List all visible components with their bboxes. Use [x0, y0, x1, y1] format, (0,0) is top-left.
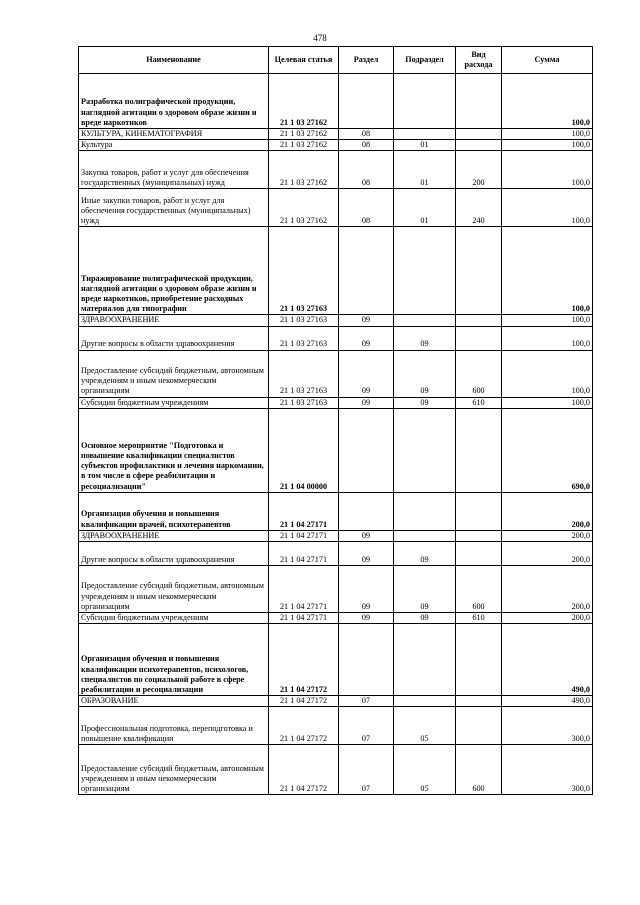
cell-target: 21 1 04 27171 — [269, 542, 339, 566]
table-row — [79, 397, 593, 408]
cell-amount: 200,0 — [502, 530, 593, 541]
cell-expense-type: 200 — [456, 151, 502, 189]
cell-target: 21 1 03 27163 — [269, 350, 339, 397]
cell-amount: 100,0 — [502, 74, 593, 129]
cell-amount: 200,0 — [502, 613, 593, 624]
cell-name: ЗДРАВООХРАНЕНИЕ — [79, 315, 269, 326]
cell-section: 09 — [339, 542, 394, 566]
table-row — [79, 350, 593, 397]
cell-subsection: 09 — [394, 326, 456, 350]
table-row — [79, 566, 593, 613]
cell-target: 21 1 04 00000 — [269, 408, 339, 492]
cell-subsection: 01 — [394, 189, 456, 227]
cell-name: Организация обучения и повышения квалификации врачей, психотерапевтов — [79, 492, 269, 530]
cell-subsection: 09 — [394, 566, 456, 613]
cell-expense-type: 610 — [456, 397, 502, 408]
table-row — [79, 530, 593, 541]
cell-target: 21 1 04 27172 — [269, 696, 339, 707]
cell-section: 07 — [339, 696, 394, 707]
cell-target: 21 1 04 27171 — [269, 566, 339, 613]
cell-expense-type — [456, 326, 502, 350]
cell-section: 09 — [339, 350, 394, 397]
cell-target: 21 1 03 27162 — [269, 129, 339, 140]
table-row — [79, 408, 593, 492]
cell-subsection — [394, 530, 456, 541]
cell-section: 09 — [339, 613, 394, 624]
cell-section: 09 — [339, 315, 394, 326]
cell-expense-type: 240 — [456, 189, 502, 227]
cell-section — [339, 227, 394, 315]
table-row — [79, 624, 593, 696]
cell-target: 21 1 04 27172 — [269, 707, 339, 745]
cell-section: 08 — [339, 140, 394, 151]
cell-expense-type — [456, 707, 502, 745]
cell-amount: 490,0 — [502, 696, 593, 707]
cell-target: 21 1 04 27171 — [269, 613, 339, 624]
cell-expense-type — [456, 624, 502, 696]
cell-section — [339, 624, 394, 696]
cell-name: Основное мероприятие "Подготовка и повышение квалификации специалистов субъектов профилактики и лечения наркомании, в том числе в сфере реабилитации и ресоциализации" — [79, 408, 269, 492]
cell-subsection — [394, 624, 456, 696]
cell-subsection — [394, 74, 456, 129]
cell-name: Другие вопросы в области здравоохранения — [79, 542, 269, 566]
header-expense-type: Вид расхода — [456, 47, 502, 74]
header-subsection: Подраздел — [394, 47, 456, 74]
header-target: Целевая статья — [269, 47, 339, 74]
cell-expense-type: 610 — [456, 613, 502, 624]
cell-target: 21 1 04 27172 — [269, 624, 339, 696]
cell-target: 21 1 03 27162 — [269, 140, 339, 151]
cell-name: Профессиональная подготовка, переподготовка и повышение квалификации — [79, 707, 269, 745]
table-row — [79, 74, 593, 129]
cell-subsection: 05 — [394, 745, 456, 795]
cell-name: Предоставление субсидий бюджетным, автономным учреждениям и иным некоммерческим организациям — [79, 745, 269, 795]
cell-expense-type — [456, 227, 502, 315]
cell-section: 08 — [339, 189, 394, 227]
cell-amount: 200,0 — [502, 542, 593, 566]
cell-amount: 100,0 — [502, 189, 593, 227]
page-number: 478 — [313, 33, 327, 43]
header-section: Раздел — [339, 47, 394, 74]
cell-subsection: 09 — [394, 542, 456, 566]
cell-amount: 300,0 — [502, 707, 593, 745]
cell-name: ЗДРАВООХРАНЕНИЕ — [79, 530, 269, 541]
cell-target: 21 1 03 27163 — [269, 326, 339, 350]
table-row — [79, 151, 593, 189]
cell-expense-type — [456, 315, 502, 326]
cell-name: Иные закупки товаров, работ и услуг для обеспечения государственных (муниципальных) нужд — [79, 189, 269, 227]
table-row — [79, 707, 593, 745]
cell-expense-type — [456, 696, 502, 707]
cell-section: 08 — [339, 129, 394, 140]
cell-subsection — [394, 227, 456, 315]
table-row — [79, 140, 593, 151]
cell-subsection — [394, 315, 456, 326]
cell-name: Культура — [79, 140, 269, 151]
cell-amount: 100,0 — [502, 227, 593, 315]
cell-target: 21 1 04 27171 — [269, 530, 339, 541]
cell-section: 07 — [339, 707, 394, 745]
cell-expense-type: 600 — [456, 745, 502, 795]
cell-amount: 100,0 — [502, 151, 593, 189]
cell-expense-type — [456, 530, 502, 541]
cell-subsection — [394, 696, 456, 707]
cell-name: КУЛЬТУРА, КИНЕМАТОГРАФИЯ — [79, 129, 269, 140]
cell-section: 09 — [339, 326, 394, 350]
cell-name: Закупка товаров, работ и услуг для обеспечения государственных (муниципальных) нужд — [79, 151, 269, 189]
cell-target: 21 1 03 27162 — [269, 74, 339, 129]
cell-amount: 100,0 — [502, 315, 593, 326]
cell-amount: 100,0 — [502, 350, 593, 397]
cell-subsection — [394, 129, 456, 140]
table-body — [79, 74, 593, 795]
cell-expense-type — [456, 492, 502, 530]
cell-amount: 690,0 — [502, 408, 593, 492]
cell-section — [339, 74, 394, 129]
cell-name: Предоставление субсидий бюджетным, автономным учреждениям и иным некоммерческим организациям — [79, 566, 269, 613]
cell-amount: 100,0 — [502, 326, 593, 350]
cell-name: Организация обучения и повышения квалификации психотерапевтов, психологов, специалистов по социальной работе в сфере реабилитации и ресоциализации — [79, 624, 269, 696]
table-row — [79, 189, 593, 227]
cell-amount: 490,0 — [502, 624, 593, 696]
header-amount: Сумма — [502, 47, 593, 74]
cell-section: 07 — [339, 745, 394, 795]
table-row — [79, 542, 593, 566]
cell-amount: 200,0 — [502, 492, 593, 530]
cell-section: 08 — [339, 151, 394, 189]
cell-target: 21 1 04 27172 — [269, 745, 339, 795]
table-row — [79, 129, 593, 140]
cell-name: Субсидии бюджетным учреждениям — [79, 397, 269, 408]
table-row — [79, 745, 593, 795]
cell-subsection: 01 — [394, 140, 456, 151]
cell-section — [339, 408, 394, 492]
cell-expense-type: 600 — [456, 350, 502, 397]
table-row — [79, 492, 593, 530]
cell-expense-type: 600 — [456, 566, 502, 613]
cell-expense-type — [456, 140, 502, 151]
table-row — [79, 227, 593, 315]
table-header-row — [79, 47, 593, 74]
cell-amount: 100,0 — [502, 129, 593, 140]
cell-name: Субсидии бюджетным учреждениям — [79, 613, 269, 624]
cell-subsection: 05 — [394, 707, 456, 745]
cell-amount: 300,0 — [502, 745, 593, 795]
cell-target: 21 1 03 27163 — [269, 227, 339, 315]
cell-section: 09 — [339, 397, 394, 408]
cell-target: 21 1 03 27163 — [269, 397, 339, 408]
cell-subsection: 09 — [394, 397, 456, 408]
budget-table — [78, 46, 593, 795]
header-name: Наименование — [79, 47, 269, 74]
cell-section — [339, 492, 394, 530]
cell-expense-type — [456, 129, 502, 140]
table-row — [79, 315, 593, 326]
cell-expense-type — [456, 542, 502, 566]
cell-name: Тиражирование полиграфической продукции, наглядной агитации о здоровом образе жизни и вреде наркотиков, приобретение расходных материалов для типографии — [79, 227, 269, 315]
cell-name: ОБРАЗОВАНИЕ — [79, 696, 269, 707]
cell-amount: 100,0 — [502, 140, 593, 151]
table-row — [79, 326, 593, 350]
cell-amount: 100,0 — [502, 397, 593, 408]
cell-target: 21 1 04 27171 — [269, 492, 339, 530]
cell-subsection — [394, 492, 456, 530]
cell-subsection: 01 — [394, 151, 456, 189]
cell-name: Разработка полиграфической продукции, наглядной агитации о здоровом образе жизни и вреде наркотиков — [79, 74, 269, 129]
cell-expense-type — [456, 408, 502, 492]
cell-expense-type — [456, 74, 502, 129]
cell-amount: 200,0 — [502, 566, 593, 613]
cell-target: 21 1 03 27163 — [269, 315, 339, 326]
cell-subsection — [394, 408, 456, 492]
cell-name: Предоставление субсидий бюджетным, автономным учреждениям и иным некоммерческим организациям — [79, 350, 269, 397]
cell-target: 21 1 03 27162 — [269, 189, 339, 227]
cell-target: 21 1 03 27162 — [269, 151, 339, 189]
table-row — [79, 613, 593, 624]
cell-section: 09 — [339, 530, 394, 541]
cell-subsection: 09 — [394, 350, 456, 397]
table-row — [79, 696, 593, 707]
cell-name: Другие вопросы в области здравоохранения — [79, 326, 269, 350]
cell-subsection: 09 — [394, 613, 456, 624]
cell-section: 09 — [339, 566, 394, 613]
